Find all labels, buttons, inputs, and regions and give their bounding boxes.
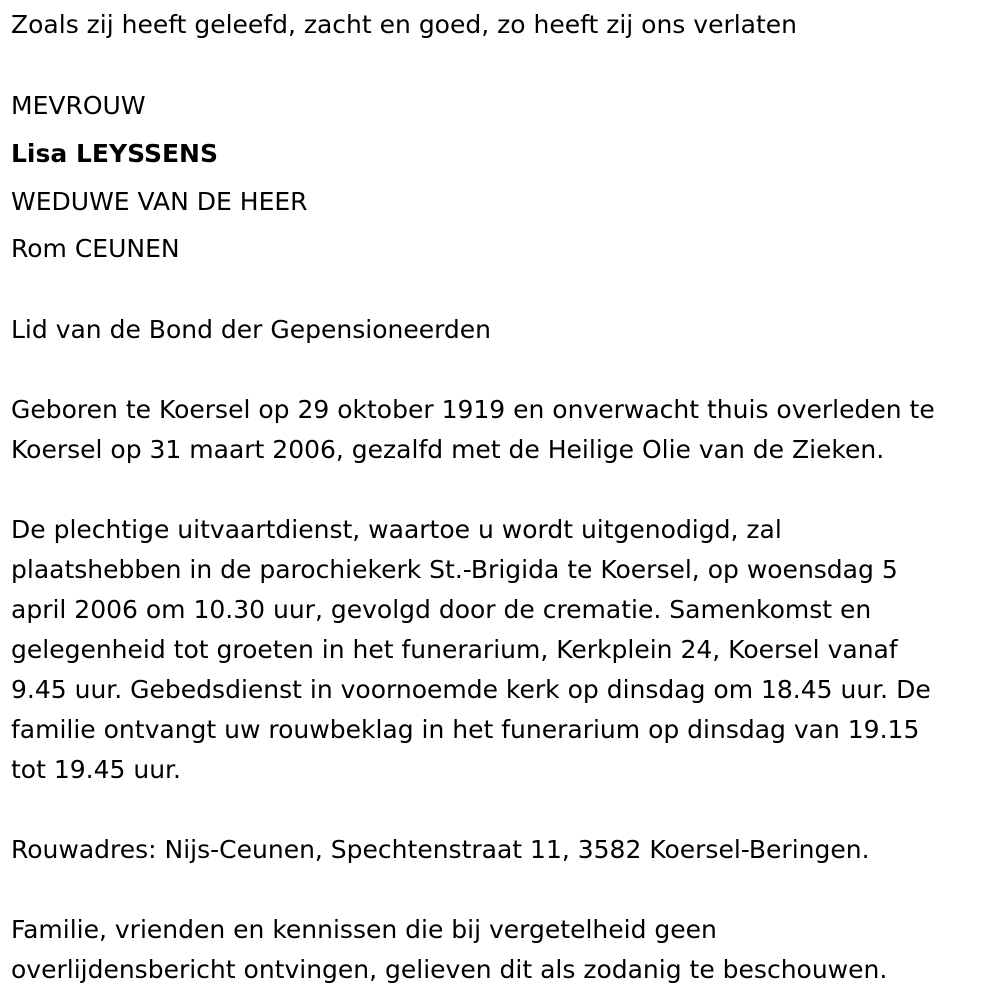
- paragraph-line: overlijdensbericht ontvingen, gelieven dit als zodanig te beschouwen.: [11, 955, 888, 984]
- paragraph-line: plaatshebben in de parochiekerk St.-Brigida te Koersel, op woensdag 5: [11, 555, 898, 584]
- paragraph-line: april 2006 om 10.30 uur, gevolgd door de crematie. Samenkomst en: [11, 595, 872, 624]
- paragraph-line: Familie, vrienden en kennissen die bij vergetelheid geen: [11, 915, 717, 944]
- paragraph-line: Geboren te Koersel op 29 oktober 1919 en onverwacht thuis overleden te: [11, 395, 935, 424]
- paragraph-line: tot 19.45 uur.: [11, 755, 181, 784]
- mourning-address: Rouwadres: Nijs-Ceunen, Spechtenstraat 11, 3582 Koersel-Beringen.: [11, 835, 870, 864]
- membership-line: Lid van de Bond der Gepensioneerden: [11, 315, 492, 344]
- deceased-name: Lisa LEYSSENS: [11, 139, 218, 168]
- paragraph-line: gelegenheid tot groeten in het funerarium, Kerkplein 24, Koersel vanaf: [11, 635, 898, 664]
- title-line: MEVROUW: [11, 91, 146, 120]
- paragraph-line: familie ontvangt uw rouwbeklag in het funerarium op dinsdag van 19.15: [11, 715, 920, 744]
- opening-quote: Zoals zij heeft geleefd, zacht en goed, zo heeft zij ons verlaten: [11, 10, 798, 39]
- paragraph-line: De plechtige uitvaartdienst, waartoe u wordt uitgenodigd, zal: [11, 515, 782, 544]
- widow-of-line: WEDUWE VAN DE HEER: [11, 187, 308, 216]
- paragraph-line: 9.45 uur. Gebedsdienst in voornoemde kerk op dinsdag om 18.45 uur. De: [11, 675, 931, 704]
- spouse-name: Rom CEUNEN: [11, 234, 180, 263]
- paragraph-line: Koersel op 31 maart 2006, gezalfd met de Heilige Olie van de Zieken.: [11, 435, 885, 464]
